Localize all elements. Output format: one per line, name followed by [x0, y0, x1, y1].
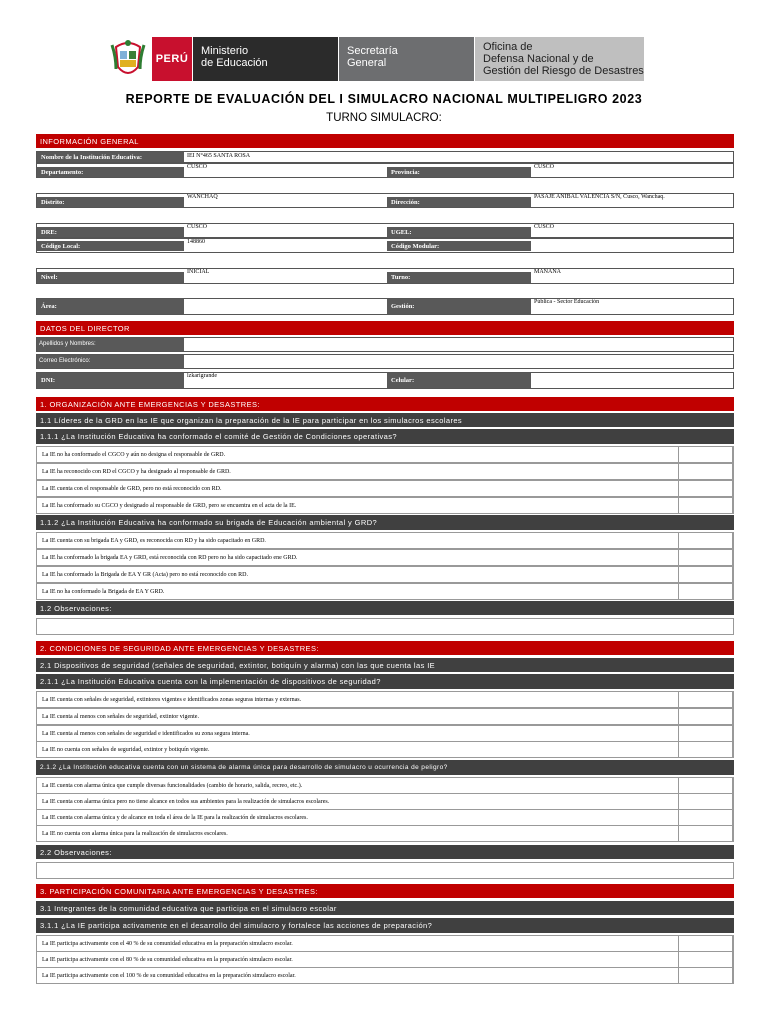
provincia-value[interactable]: CUSCO — [534, 164, 555, 170]
report-subtitle: TURNO SIMULACRO: — [326, 112, 442, 124]
dni-label: DNI: — [37, 373, 184, 388]
option-text: La IE ha conformado la brigada EA y GRD, está reconocida con RD pero no ha sido capacitado ene GRD. — [42, 554, 298, 561]
nivel-value[interactable]: INICIAL — [187, 269, 210, 275]
option-text: La IE cuenta con señales de seguridad, extintores vigentes e identificados zonas seguras internas y externas. — [42, 696, 302, 703]
option-text: La IE no ha conformado la Brigada de EA Y GRD. — [42, 588, 165, 595]
option-text: La IE ha conformado su CGCO y designado al responsable de GRD, pero se encuentra en el acta de la IE. — [42, 502, 297, 509]
option-text: La IE cuenta con su brigada EA y GRD, es reconocida con RD y ha sido capacitado en GRD. — [42, 537, 266, 544]
option-text: La IE participa activamente con el 80 % de su comunidad educativa en la preparación simulacro escolar. — [42, 956, 293, 963]
section2-obs-field[interactable] — [36, 862, 734, 879]
option-text: La IE cuenta con alarma única y de alcance en toda el área de la IE para la realización de simulacros escolares. — [42, 814, 308, 821]
departamento-row — [36, 163, 734, 178]
section2-obs: 2.2 Observaciones: — [36, 845, 734, 859]
option-checkbox[interactable] — [678, 935, 733, 952]
area-label: Área: — [37, 299, 184, 314]
option-text: La IE cuenta con alarma única pero no tiene alcance en todos sus ambientes para la realización de simulacros escolares. — [42, 798, 330, 805]
ugel-value[interactable]: CUSCO — [534, 224, 555, 230]
option-row — [36, 549, 734, 566]
ugel-label: UGEL: — [387, 227, 531, 237]
report-title: REPORTE DE EVALUACIÓN DEL I SIMULACRO NACIONAL MULTIPELIGRO 2023 — [125, 92, 643, 106]
option-row — [36, 708, 734, 725]
direccion-value[interactable]: PASAJE ANIBAL VALENCIA S/N, Cusco, Wanchaq. — [534, 194, 665, 200]
provincia-label: Provincia: — [387, 167, 531, 177]
ministerio-line-1: Ministerio — [201, 45, 249, 57]
section1-q112: 1.1.2 ¿La Institución Educativa ha conformado su brigada de Educación ambiental y GRD? — [36, 515, 734, 530]
codigo-modular-label: Código Modular: — [387, 241, 531, 251]
turno-value[interactable]: MAÑANA — [534, 269, 561, 275]
option-text: La IE participa activamente con el 100 % de su comunidad educativa en la preparación simulacro escolar. — [42, 972, 296, 979]
secretaria-line-2: General — [347, 57, 387, 69]
departamento-value[interactable]: CUSCO — [187, 164, 208, 170]
option-checkbox[interactable] — [678, 549, 733, 566]
codigo-local-label: Código Local: — [37, 241, 184, 251]
option-text: La IE no cuenta con señales de seguridad, extintor y botiquín vigente. — [42, 746, 210, 753]
nivel-row — [36, 268, 734, 284]
option-row — [36, 583, 734, 600]
option-text: La IE ha conformado la Brigada de EA Y GR (Acta) pero no está reconocido con RD. — [42, 571, 248, 578]
gestion-label: Gestión: — [387, 299, 531, 314]
option-checkbox[interactable] — [678, 446, 733, 463]
option-checkbox[interactable] — [678, 497, 733, 514]
dni-row — [36, 372, 734, 389]
section2-sub1: 2.1 Dispositivos de seguridad (señales de seguridad, extintor, botiquín y alarma) con las que cuenta las IE — [36, 658, 734, 672]
section3-heading: 3. PARTICIPACIÓN COMUNITARIA ANTE EMERGENCIAS Y DESASTRES: — [36, 884, 734, 898]
info-general-heading: INFORMACIÓN GENERAL — [36, 134, 734, 148]
area-row — [36, 298, 734, 315]
option-row — [36, 463, 734, 480]
ministerio-block — [192, 37, 338, 81]
option-row — [36, 566, 734, 583]
option-text: La IE cuenta al menos con señales de seguridad e identificados su zona segura interna. — [42, 730, 250, 737]
nombre-label: Nombre de la Institución Educativa: — [37, 152, 184, 162]
section1-obs: 1.2 Observaciones: — [36, 601, 734, 615]
option-text: La IE cuenta al menos con señales de seguridad, extintor vigente. — [42, 713, 199, 720]
area-value[interactable] — [185, 299, 385, 309]
dre-value[interactable]: CUSCO — [187, 224, 208, 230]
section1-obs-field[interactable] — [36, 618, 734, 635]
option-checkbox[interactable] — [678, 967, 733, 984]
section2-heading: 2. CONDICIONES DE SEGURIDAD ANTE EMERGENCIAS Y DESASTRES: — [36, 641, 734, 655]
section1-sub1: 1.1 Líderes de la GRD en las IE que organizan la preparación de la IE para participar en los simulacros escolares — [36, 413, 734, 427]
section3-q311: 3.1.1 ¿La IE participa activamente en el desarrollo del simulacro y fortalece las acciones de preparación? — [36, 918, 734, 933]
codigo-local-value[interactable]: 148860 — [187, 239, 205, 245]
option-text: La IE participa activamente con el 40 % de su comunidad educativa en la preparación simulacro escolar. — [42, 940, 293, 947]
distrito-label: Distrito: — [37, 197, 184, 207]
option-row — [36, 935, 734, 952]
option-text: La IE cuenta con el responsable de GRD, pero no está reconocido con RD. — [42, 485, 222, 492]
oficina-block — [474, 37, 644, 81]
option-row — [36, 480, 734, 497]
section3-sub1: 3.1 Integrantes de la comunidad educativa que participa en el simulacro escolar — [36, 901, 734, 915]
option-checkbox[interactable] — [678, 463, 733, 480]
distrito-value[interactable]: WANCHAQ — [187, 194, 218, 200]
option-row — [36, 691, 734, 708]
celular-value[interactable] — [532, 373, 732, 388]
option-checkbox[interactable] — [678, 809, 733, 826]
secretaria-block — [338, 37, 474, 81]
option-checkbox[interactable] — [678, 480, 733, 497]
codigo-row — [36, 238, 734, 253]
option-row — [36, 741, 734, 758]
dre-label: DRE: — [37, 227, 184, 237]
apellidos-row — [36, 337, 734, 352]
coat-of-arms-icon — [108, 37, 148, 81]
nivel-label: Nivel: — [37, 272, 184, 283]
option-text: La IE no ha conformado el CGCO y aún no designa el responsable de GRD. — [42, 451, 226, 458]
nombre-row — [36, 151, 734, 163]
correo-row — [36, 354, 734, 369]
correo-value[interactable] — [185, 355, 733, 368]
option-row — [36, 777, 734, 794]
option-checkbox[interactable] — [678, 708, 733, 725]
option-checkbox[interactable] — [678, 825, 733, 842]
option-row — [36, 446, 734, 463]
oficina-line-3: Gestión del Riesgo de Desastres — [483, 65, 644, 77]
correo-label: Correo Electrónico: — [37, 355, 184, 368]
option-checkbox[interactable] — [678, 566, 733, 583]
departamento-label: Departamento: — [37, 167, 184, 177]
option-checkbox[interactable] — [678, 532, 733, 549]
dni-value[interactable]: lzkarigrande — [187, 373, 217, 379]
direccion-label: Dirección: — [387, 197, 531, 207]
option-checkbox[interactable] — [678, 741, 733, 758]
option-text: La IE cuenta con alarma única que cumple diversas funcionalidades (cambio de horario, salida, recreo, etc.). — [42, 782, 303, 789]
secretaria-line-1: Secretaría — [347, 45, 398, 57]
apellidos-label: Apellidos y Nombres: — [37, 338, 184, 351]
oficina-line-1: Oficina de — [483, 41, 533, 53]
director-heading: DATOS DEL DIRECTOR — [36, 321, 734, 335]
turno-label: Turno: — [387, 272, 531, 283]
option-checkbox[interactable] — [678, 725, 733, 742]
option-row — [36, 809, 734, 826]
option-row — [36, 967, 734, 984]
peru-logo: PERÚ — [152, 37, 192, 81]
option-row — [36, 532, 734, 549]
section2-q211: 2.1.1 ¿La Institución Educativa cuenta con la implementación de dispositivos de seguridad? — [36, 674, 734, 689]
gestion-value[interactable]: Pública - Sector Educación — [534, 299, 600, 305]
apellidos-value[interactable] — [185, 338, 733, 351]
ministerio-line-2: de Educación — [201, 57, 268, 69]
option-row — [36, 793, 734, 810]
oficina-line-2: Defensa Nacional y de — [483, 53, 594, 65]
option-text: La IE ha reconocido con RD el CGCO y ha designado al responsable de GRD. — [42, 468, 231, 475]
option-text: La IE no cuenta con alarma única para la realización de simulacros escolares. — [42, 830, 228, 837]
option-row — [36, 825, 734, 842]
option-checkbox[interactable] — [678, 793, 733, 810]
codigo-modular-value[interactable] — [532, 239, 732, 249]
distrito-row — [36, 193, 734, 208]
option-row — [36, 951, 734, 968]
option-row — [36, 497, 734, 514]
header-logos — [108, 37, 644, 81]
option-checkbox[interactable] — [678, 777, 733, 794]
option-checkbox[interactable] — [678, 691, 733, 708]
option-row — [36, 725, 734, 742]
section1-heading: 1. ORGANIZACIÓN ANTE EMERGENCIAS Y DESASTRES: — [36, 397, 734, 411]
section2-q212: 2.1.2 ¿La Institución educativa cuenta con un sistema de alarma única para desarrollo de simulacro u ocurrencia de peligro? — [36, 760, 734, 775]
celular-label: Celular: — [387, 373, 531, 388]
option-checkbox[interactable] — [678, 951, 733, 968]
dre-row — [36, 223, 734, 238]
section1-q111: 1.1.1 ¿La Institución Educativa ha conformado el comité de Gestión de Condiciones operativas? — [36, 429, 734, 444]
option-checkbox[interactable] — [678, 583, 733, 600]
nombre-value[interactable]: IEI N°465 SANTA ROSA — [187, 153, 251, 159]
